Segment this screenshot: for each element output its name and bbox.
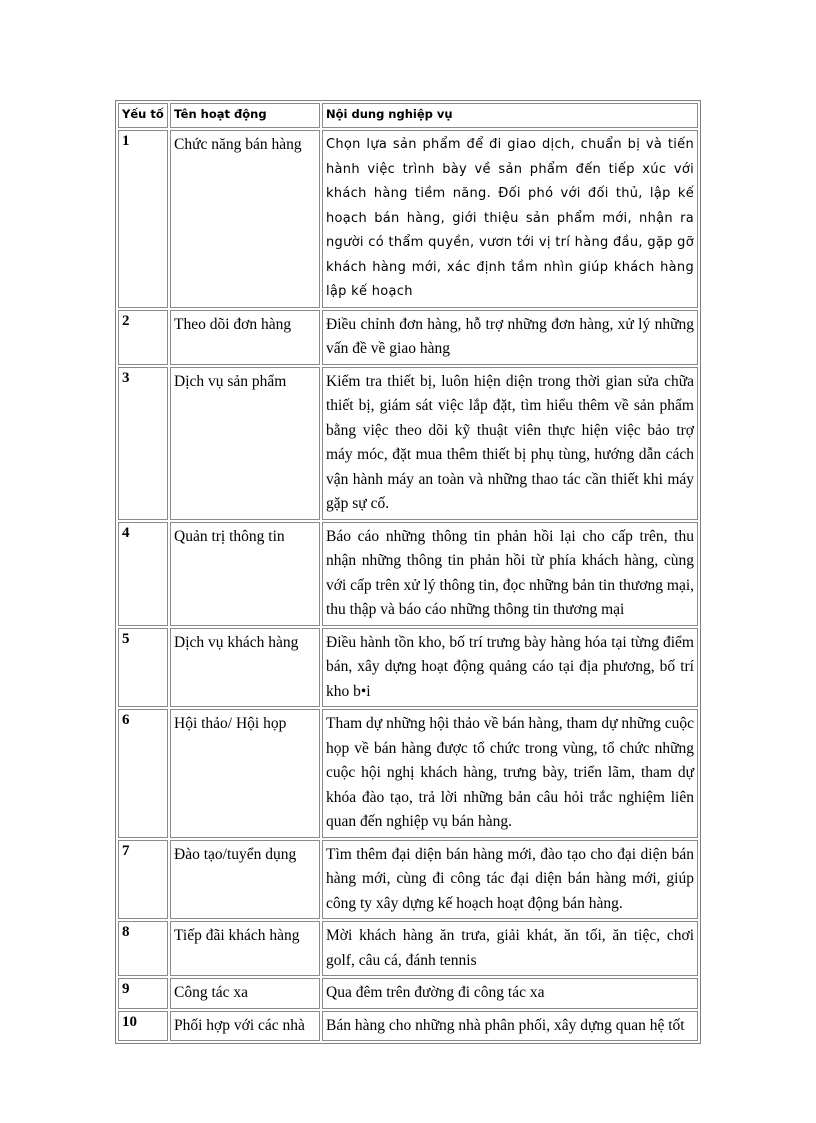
header-factor: Yếu tố [118,103,168,128]
activity-description-text: Bán hàng cho những nhà phân phối, xây dựng quan hệ tốt [326,1016,685,1034]
row-number: 1 [118,130,168,308]
activity-name: Hội thảo/ Hội họp [170,709,320,838]
table-row [118,628,698,708]
activity-description [322,1011,698,1042]
table-row [118,310,698,365]
activity-description: Tìm thêm đại diện bán hàng mới, đào tạo cho đại diện bán hàng mới, cùng đi công tác đại diện bán hàng mới, giúp công ty xây dựng kế hoạch hoạt động bán hàng. [322,840,698,920]
activity-name: Dịch vụ sản phẩm [170,367,320,520]
table-header-row [118,103,698,128]
activity-name: Dịch vụ khách hàng [170,628,320,708]
table-row [118,522,698,626]
row-number: 5 [118,628,168,708]
activity-description: Mời khách hàng ăn trưa, giải khát, ăn tối, ăn tiệc, chơi golf, câu cá, đánh tennis [322,921,698,976]
row-number: 8 [118,921,168,976]
table-row [118,978,698,1009]
activity-name: Đào tạo/tuyển dụng [170,840,320,920]
activity-description: Điều hành tồn kho, bố trí trưng bày hàng hóa tại từng điểm bán, xây dựng hoạt động quảng cáo tại địa phương, bố trí kho b•i [322,628,698,708]
activity-description: Kiểm tra thiết bị, luôn hiện diện trong thời gian sửa chữa thiết bị, giám sát việc lắp đặt, tìm hiểu thêm về sản phẩm bằng việc theo dõi kỹ thuật viên thực hiện việc bảo trợ máy móc, đặt mua thêm thiết bị phụ tùng, hướng dẫn cách vận hành máy an toàn và những thao tác cần thiết khi máy gặp sự cố. [322,367,698,520]
table-row [118,1011,698,1042]
activity-name: Chức năng bán hàng [170,130,320,308]
table-row [118,367,698,520]
table-row [118,840,698,920]
table-row [118,130,698,308]
row-number: 9 [118,978,168,1009]
activity-name: Theo dõi đơn hàng [170,310,320,365]
activity-description: Chọn lựa sản phẩm để đi giao dịch, chuẩn bị và tiến hành việc trình bày về sản phẩm đến tiếp xúc với khách hàng tiềm năng. Đối phó với đối thủ, lập kế hoạch bán hàng, giới thiệu sản phẩm mới, nhận ra người có thẩm quyền, vươn tới vị trí hàng đầu, gặp gỡ khách hàng mới, xác định tầm nhìn giúp khách hàng lập kế hoạch [322,130,698,308]
activity-name: Tiếp đãi khách hàng [170,921,320,976]
row-number: 2 [118,310,168,365]
activity-name [170,1011,320,1042]
activity-table [115,100,701,1044]
activity-name-text: Phối hợp với các nhà [174,1016,305,1034]
row-number: 7 [118,840,168,920]
activity-name: Công tác xa [170,978,320,1009]
header-content: Nội dung nghiệp vụ [322,103,698,128]
row-number: 6 [118,709,168,838]
activity-description: Báo cáo những thông tin phản hồi lại cho cấp trên, thu nhận những thông tin phản hồi từ phía khách hàng, cùng với cấp trên xử lý thông tin, đọc những bản tin thương mại, thu thập và báo cáo những thông tin thương mại [322,522,698,626]
activity-description: Qua đêm trên đường đi công tác xa [322,978,698,1009]
table-row [118,709,698,838]
row-number: 4 [118,522,168,626]
row-number: 10 [118,1011,168,1042]
activity-description: Điều chỉnh đơn hàng, hỗ trợ những đơn hàng, xử lý những vấn đề về giao hàng [322,310,698,365]
row-number: 3 [118,367,168,520]
activity-description: Tham dự những hội thảo về bán hàng, tham dự những cuộc họp về bán hàng được tổ chức trong vùng, tổ chức những cuộc hội nghị khách hàng, trưng bày, triển lãm, tham dự khóa đào tạo, trả lời những bản câu hỏi trắc nghiệm liên quan đến nghiệp vụ bán hàng. [322,709,698,838]
header-activity: Tên hoạt động [170,103,320,128]
table-row [118,921,698,976]
activity-name: Quản trị thông tin [170,522,320,626]
